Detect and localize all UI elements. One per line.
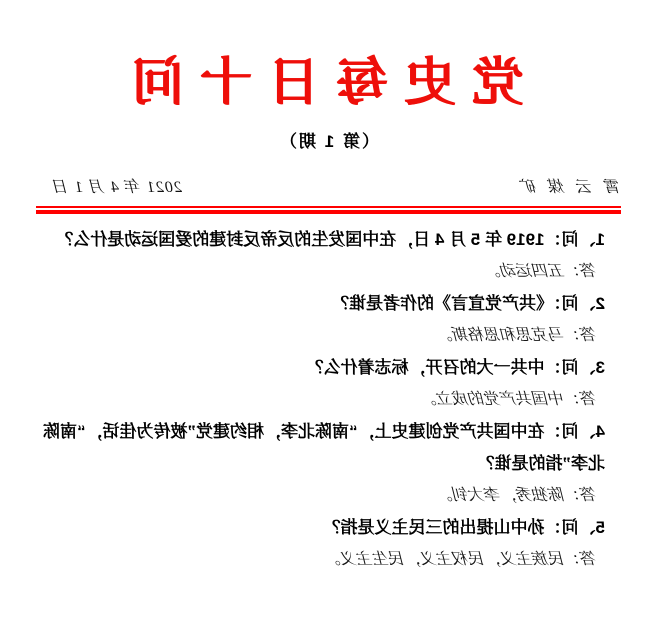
masthead-title: 党史每日十问	[116, 55, 525, 112]
question-4: 4、问：在中国共产党创建史上，“南陈北李，相约建党”被传为佳话，“南陈北李”指的是谁？	[43, 422, 605, 473]
masthead-info-row	[0, 176, 657, 200]
answer-1: 答：五四运动。	[484, 263, 597, 280]
issue-number: （第 1 期）	[278, 132, 379, 151]
answer-3: 答：中国共产党的成立。	[420, 391, 597, 408]
question-3: 3、问：中共一大的召开，标志着什么？	[306, 358, 605, 377]
issue-date: 2021 年 4 月 1 日	[52, 179, 183, 196]
question-2: 2、问：《共产党宣言》的作者是谁？	[332, 294, 605, 313]
mirrored-document-page	[0, 50, 657, 617]
qa-list	[0, 214, 657, 576]
question-1: 1、问：1919 年 5 月 4 日，在中国发生的反帝反封建的爱国运动是什么？	[56, 230, 605, 249]
answer-5: 答：民族主义，民权主义，民生主义。	[324, 551, 597, 568]
masthead-double-rule	[36, 206, 621, 214]
question-5: 5、问：孙中山提出的三民主义是指？	[323, 518, 605, 537]
answer-4: 答：陈独秀，李大钊。	[436, 487, 597, 504]
answer-2: 答：马克思和恩格斯。	[436, 327, 597, 344]
organization-name: 霄云煤矿	[508, 179, 621, 196]
